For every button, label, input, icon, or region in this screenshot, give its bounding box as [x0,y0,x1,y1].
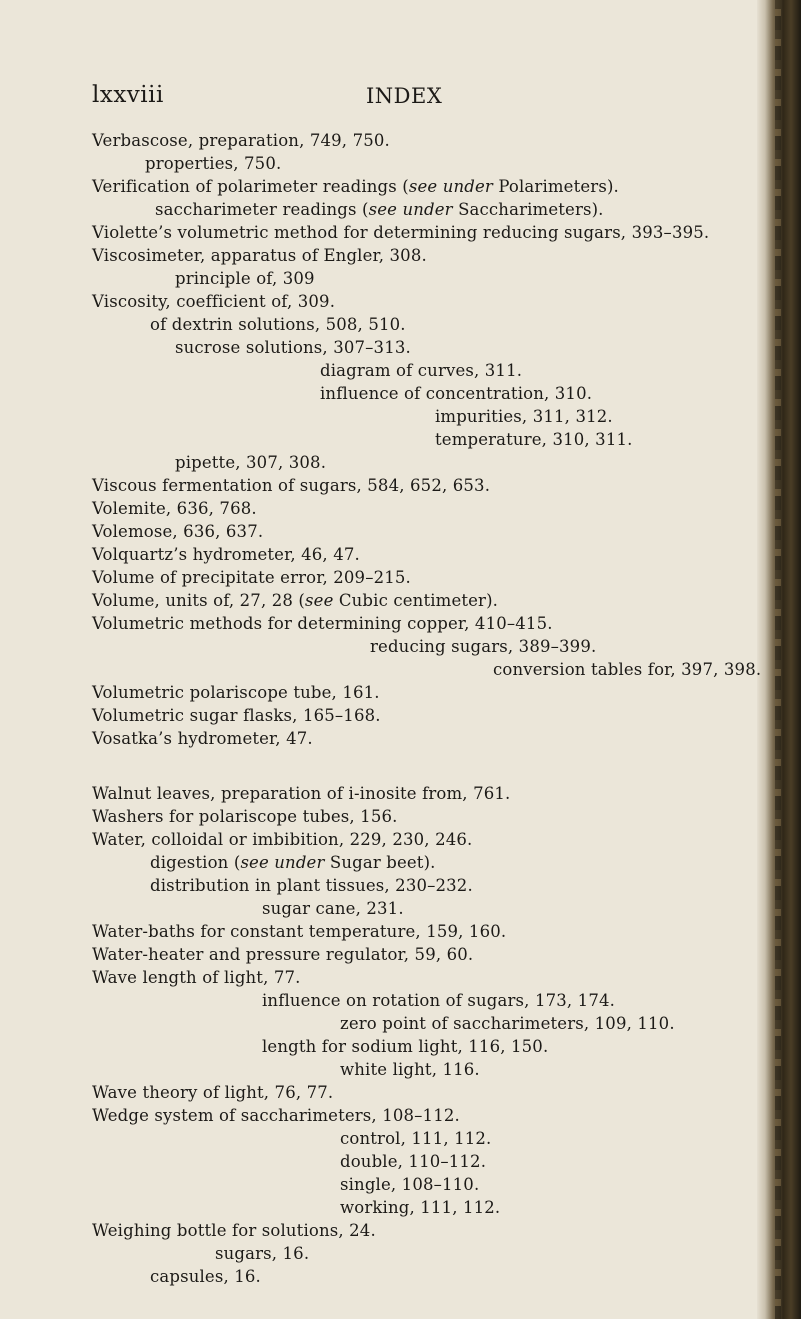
page-number: lxxviii [92,82,164,108]
index-subentry: reducing sugars, 389–399. [370,637,597,656]
index-entry: Walnut leaves, preparation of i-inosite from, 761. [92,784,511,803]
index-entry: Vosatka’s hydrometer, 47. [92,729,313,748]
index-entry: Water-baths for constant temperature, 159, 160. [92,922,507,941]
index-entry: Viscosity, coefficient of, 309. [92,292,336,311]
index-subentry: principle of, 309 [175,269,315,288]
index-subentry: control, 111, 112. [340,1129,492,1148]
index-entry: Viscosimeter, apparatus of Engler, 308. [92,246,427,265]
index-entry: Volquartz’s hydrometer, 46, 47. [92,545,360,564]
index-subentry: capsules, 16. [150,1267,261,1286]
index-subentry: sucrose solutions, 307–313. [175,338,411,357]
index-subentry: impurities, 311, 312. [435,407,613,426]
index-entry: Verification of polarimeter readings (see under Polarimeters). [92,177,619,196]
index-entry: Water, colloidal or imbibition, 229, 230, 246. [92,830,473,849]
index-entry: Volume of precipitate error, 209–215. [92,568,411,587]
index-subentry: sugar cane, 231. [262,899,404,918]
index-subentry: sugars, 16. [215,1244,310,1263]
running-head: INDEX [366,84,443,108]
index-entry: Water-heater and pressure regulator, 59, 60. [92,945,474,964]
index-subentry: of dextrin solutions, 508, 510. [150,315,406,334]
index-entry: Volume, units of, 27, 28 (see Cubic centimeter). [92,591,499,610]
index-entry: Volumetric polariscope tube, 161. [92,683,380,702]
index-subentry: distribution in plant tissues, 230–232. [150,876,473,895]
index-entry: Wave theory of light, 76, 77. [92,1083,334,1102]
index-subentry: working, 111, 112. [340,1198,501,1217]
index-entry: Wedge system of saccharimeters, 108–112. [92,1106,460,1125]
index-subentry: single, 108–110. [340,1175,480,1194]
index-subentry: diagram of curves, 311. [320,361,523,380]
index-entry: Wave length of light, 77. [92,968,301,987]
index-entry: Volemose, 636, 637. [92,522,264,541]
index-subentry: conversion tables for, 397, 398. [493,660,762,679]
index-subentry: white light, 116. [340,1060,480,1079]
index-subentry: digestion (see under Sugar beet). [150,853,436,872]
index-entry: Volemite, 636, 768. [92,499,257,518]
index-subentry: temperature, 310, 311. [435,430,633,449]
index-subentry: zero point of saccharimeters, 109, 110. [340,1014,675,1033]
index-entry: Washers for polariscope tubes, 156. [92,807,398,826]
index-subentry: saccharimeter readings (see under Saccharimeters). [155,200,604,219]
index-subentry: pipette, 307, 308. [175,453,327,472]
index-subentry: influence of concentration, 310. [320,384,593,403]
index-subentry: properties, 750. [145,154,282,173]
index-entry: Volumetric methods for determining copper, 410–415. [92,614,553,633]
index-entry: Weighing bottle for solutions, 24. [92,1221,376,1240]
index-subentry: double, 110–112. [340,1152,487,1171]
index-subentry: length for sodium light, 116, 150. [262,1037,549,1056]
index-entry: Violette’s volumetric method for determining reducing sugars, 393–395. [92,223,710,242]
index-entry: Verbascose, preparation, 749, 750. [92,131,390,150]
index-entry: Volumetric sugar flasks, 165–168. [92,706,381,725]
index-subentry: influence on rotation of sugars, 173, 174. [262,991,616,1010]
index-entry: Viscous fermentation of sugars, 584, 652, 653. [92,476,491,495]
